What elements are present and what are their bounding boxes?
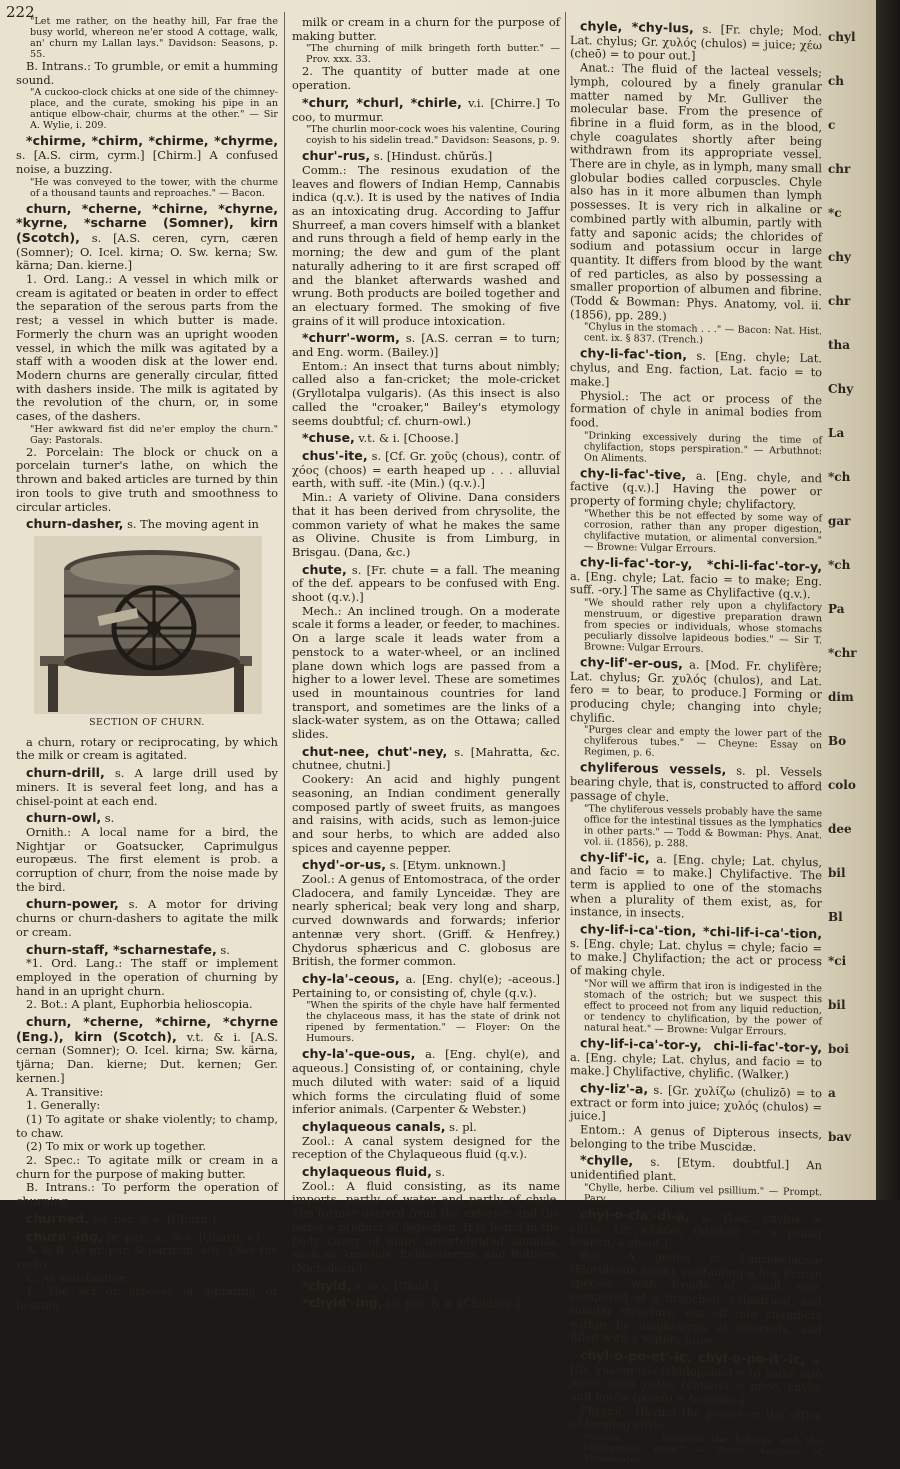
dictionary-entry [570, 922, 822, 983]
entry-text: s. A motor for driving churns or churn-dashers to agitate the milk or cream. [16, 897, 278, 939]
headword: chy-lif'-ic, [580, 848, 650, 866]
facing-page-fragment: Bl [828, 910, 843, 924]
dictionary-entry [292, 563, 560, 605]
facing-page-fragment: *ch [828, 558, 851, 572]
column-divider [565, 12, 566, 1200]
quotation: "Nor will we affirm that iron is indigested in the stomach of the ostrich; but we suspect this effect to proceed not from any liquid reduction, or tendency to chylification, by the power of natural heat." — Browne: Vulgar Errours. [584, 978, 822, 1038]
definition-text: C. As substantive: [26, 1270, 130, 1285]
headword: chur'-rus, [302, 148, 371, 164]
definition-text: 2. Spec.: To agitate milk or cream in a churn for the purpose of making butter. [16, 1153, 278, 1181]
definition-text: Entom.: A genus of Dipterous insects, belonging to the tribe Muscidæ. [570, 1122, 822, 1154]
entry-text: s. & v. [Child.] [351, 1278, 438, 1293]
headword: *chyld'-ing, [302, 1295, 383, 1311]
dictionary-entry [16, 766, 278, 808]
dictionary-entry [570, 19, 822, 66]
quotation: "He was conveyed to the tower, with the churme of a thousand taunts and reproaches." — Bacon. [30, 176, 278, 199]
illustration-caption: SECTION OF CHURN. [89, 716, 205, 728]
facing-page-fragment: gar [828, 514, 851, 528]
dictionary-entry [570, 1036, 822, 1083]
definition-text: B. Intrans.: To grumble, or emit a humming sound. [16, 59, 278, 87]
entry-text: v.t. & i. [A.S. cernan (Somner); O. Icel. kirna; Sw. kärna, tjärna; Dan. kierne; Dut. kernen; Ger. kernen.] [16, 1029, 278, 1085]
definition-text: *1. Ord. Lang.: The staff or implement employed in the operation of churning by hand in an upright churn. [16, 956, 278, 998]
quotation: "Chylle, herbe. Cilium vel psillium." — Prompt. Parv. [584, 1182, 822, 1205]
definition-text: Physiol.: Having the power or the office of forming chyle. [570, 1402, 822, 1433]
entry-text: a. [Gr. χυλοποιέω (chulopoieō) = to make into juice; from χυλός (chulos) = juice, chyle, and ποιέω (poieō) = to make.] [570, 1352, 822, 1407]
definition-text: B. Intrans.: To perform the operation of churning. [16, 1180, 278, 1209]
dictionary-entry [292, 745, 560, 773]
definition-text: Zool.: A fluid consisting, as its name imports, partly of water and partly of chyle. The former derived from the exterior, and the latter a product of digestion. It is found in the body cavity of many invertebrated animals, such as Annelids, Echinoderms, and Rotifers. (Nicholson.) [292, 1178, 560, 1275]
definition-text: Min.: A variety of Olivine. Dana considers that it has been derived from chrysolite, the common variety of what he makes the same as Olivine. Chusite is from Limburg, in Brisgau. (Dana, &c.) [292, 490, 560, 559]
headword: churn-drill, [26, 765, 105, 781]
dictionary-entry [292, 96, 560, 124]
definition-text: (1) To agitate or shake violently; to champ, to chaw. [16, 1111, 278, 1140]
facing-page-fragment: c [828, 118, 836, 132]
dictionary-entry [16, 943, 278, 958]
facing-page-fragment: tha [828, 338, 851, 352]
headword: chy-lif-i-ca'-tor-y, chi-li-fac'-tor-y, [580, 1035, 822, 1056]
entry-text: s. The moving agent in [123, 517, 259, 532]
headword: *chylle, [580, 1152, 634, 1169]
definition-text: Ornith.: A local name for a bird, the Nightjar or Goatsucker, Caprimulgus europæus. The first element is prob. a corruption of churr, from the noise made by the bird. [16, 824, 278, 894]
dictionary-entry [16, 202, 278, 274]
headword: chute, [302, 561, 347, 577]
quotation: "The churlin moor-cock woes his valentine, Couring coyish to his sidelin tread." Davidson: Seasons, p. 9. [306, 124, 560, 147]
dictionary-entry [570, 466, 822, 513]
facing-page-fragment: Pa [828, 602, 845, 616]
page-number: 222 [6, 3, 35, 21]
churn-illustration [34, 536, 262, 714]
facing-page-fragment: dim [828, 690, 854, 704]
headword: churned, [26, 1210, 89, 1226]
headword: churn'-ing, [26, 1228, 103, 1244]
definition-text: A. Transitive: [26, 1084, 104, 1099]
column-middle [292, 16, 560, 1311]
entry-text: s. [A.S. ceren, cyrn, cæren (Somner); O. Icel. kirna; O. Sw. kerna; Sw. kärna; Dan. kierne.] [16, 230, 278, 273]
quotation: "A cuckoo-clock chicks at one side of the chimney-place, and the curate, smoking his pipe in an antique elbow-chair, churms at the other." — Sir A. Wylie, i. 209. [30, 87, 278, 132]
quotation: "The chyliferous vessels probably have the same office for the intestinal tissues as the lymphatics in other parts." — Todd & Bowman: Phys. Anat. vol. ii. (1856), p. 288. [584, 802, 822, 850]
facing-page-fragment: a [828, 1086, 836, 1100]
dictionary-entry [292, 1279, 560, 1294]
entry-text: s. pl. [445, 1119, 477, 1134]
entry-text: s. pl. Vessels bearing chyle, that is, constructed to afford passage of chyle. [570, 763, 822, 804]
facing-page-fragment: bil [828, 866, 846, 880]
dictionary-entry [570, 346, 822, 393]
dictionary-entry [570, 850, 822, 925]
entry-text: s. A large drill used by miners. It is several feet long, and has a chisel-point at each end. [16, 766, 278, 808]
quotation: "We should rather rely upon a chylifactory menstruum, or digestive preparation drawn from species or individuals, whose stomachs peculiarly dissolve lapideous bodies." — Sir T. Browne: Vulgar Errours. [584, 597, 822, 655]
entry-text: a. [Eng. chyl(e); -aceous.] Pertaining to, or consisting of, chyle (q.v.). [292, 972, 560, 1000]
quotation: "Let me rather, on the heathy hill, Far frae the busy world, whereon ne'er stood A cottage, walk, an' churn my Lallan lays." Davidson: Seasons, p. 55. [30, 16, 278, 60]
facing-page-fragment: dee [828, 822, 852, 836]
headword: chyle, *chy-lus, [580, 18, 694, 36]
facing-page-edge [822, 0, 876, 1200]
entry-text: a. [Eng. chyl(e), and aqueous.] Consisting of, or containing, chyle much diluted with water: said of a liquid which forms the circulating fluid of some inferior animals. (Carpenter & Webster.) [292, 1047, 560, 1117]
dictionary-entry [292, 331, 560, 359]
headword: chyl-o-cla'-di-a, [580, 1206, 690, 1224]
entry-text: s. [A.S. cerran = to turn; and Eng. worm. (Bailey.)] [292, 331, 560, 360]
facing-page-fragment: bav [828, 1130, 852, 1144]
dictionary-entry [292, 1047, 560, 1117]
dictionary-entry [16, 1230, 278, 1245]
headword: churn, *cherne, *chirne, *chyrne, *kyrne, *scharne (Somner), kirn (Scotch), [16, 200, 278, 245]
facing-page-fragment: chy [828, 250, 852, 264]
facing-page-fragment: La [828, 426, 845, 440]
headword: chy-li-fac'-tor-y, *chi-li-fac'-tor-y, [580, 554, 822, 575]
facing-page-fragment: bil [828, 998, 846, 1012]
definition-text: Comm.: The resinous exudation of the leaves and flowers of Indian Hemp, Cannabis indica (q.v.). It is used by the natives of India as an intoxicating drug. According to Jaffur Shurreef, a man covers himself with a blanket and runs through a field of hemp early in the morning; the dew and gum of the plant naturally adhering to it are first scraped off and the blanket afterwards washed and wrung. Both products are boiled together and an electuary formed. The smoking of five grains of it will produce intoxication. [292, 162, 560, 328]
headword: churn-power, [26, 896, 119, 912]
quotation: "Whether this be not effected by some way of corrosion, rather than any proper digestion, chylifactive mutation, or alimental conversion." — Browne: Vulgar Errours. [584, 508, 822, 555]
quotation: viscera, . . . between the kidneys and the chylopoietic ones." — Owen: Anatomy of Vertebrates. [584, 1431, 822, 1466]
headword: chy-la'-que-ous, [302, 1046, 416, 1062]
definition-text: 1. Ord. Lang.: A vessel in which milk or cream is agitated or beaten in order to effect the separation of the serous parts from the rest; a vessel in which butter is made. Formerly the churn was an upright wooden vessel, in which the milk was agitated by a staff with a wooden disk at the lower end. Modern churns are generally circular, fitted with dashers inside. The milk is agitated by the revolution of the churn, or, in some cases, of the dashers. [16, 272, 278, 424]
dictionary-entry [292, 1296, 560, 1311]
dictionary-entry [292, 149, 560, 164]
entry-text: a. [Eng. chyle, and factive (q.v.).] Having the power or property of forming chyle; chylifactory. [570, 468, 822, 512]
dictionary-entry [570, 1348, 822, 1409]
entry-text: s. [Hindust. chŭrŭs.] [370, 149, 493, 164]
entry-text: pr. par. & a. [Childing.] [382, 1296, 520, 1311]
headword: churn-dasher, [26, 516, 124, 532]
dictionary-entry [292, 972, 560, 1000]
entry-text: a. [Eng. chyle; Lat. chylus, and facio = to make.] Chylifactive, chylific. (Walker.) [570, 1049, 822, 1082]
entry-text: s. [431, 1165, 445, 1180]
definition-text: 1. Generally: [26, 1098, 101, 1113]
definition-text: Cookery: An acid and highly pungent seasoning, an Indian condiment generally composed partly of sweet fruits, as mangoes and raisins, with acids, such as lemon-juice and sour herbs, to which are added also spices and cayenne pepper. [292, 772, 560, 855]
definition-text: Entom.: An insect that turns about nimbly; called also a fan-cricket; the mole-cricket (Gryllotalpa vulgaris). (As this insect is also called the "croaker," Bailey's etymology seems doubtful; cf. churn-owl.) [292, 358, 560, 428]
facing-page-fragment: boi [828, 1042, 849, 1056]
entry-text: s. [A.S. cirm, cyrm.] [Chirm.] A confused noise, a buzzing. [16, 148, 278, 176]
column-right [570, 16, 822, 1469]
entry-text: s. [101, 811, 115, 826]
quotation: "Chylus in the stomach . . ." — Bacon: Nat. Hist. cent. ix. § 837. (Trench.) [584, 321, 822, 347]
headword: churn-staff, *scharnestafe, [26, 941, 217, 957]
dictionary-entry [570, 1207, 822, 1254]
quotation: "The churning of milk bringeth forth butter." — Prov. xxx. 33. [306, 43, 560, 66]
entry-text: pr. par., a., & s. [Churn, v.] [102, 1229, 260, 1244]
headword: chy-la'-ceous, [302, 971, 400, 986]
definition-text: 1. The act or process of agitating or beating [16, 1284, 278, 1313]
facing-page-fragment: ch [828, 74, 845, 88]
entry-text: v.i. [Chirre.] To coo, to murmur. [292, 95, 560, 124]
headword: chus'-ite, [302, 447, 368, 463]
definition-text: Zool.: A canal system designed for the reception of the Chylaqueous fluid (q.v.). [292, 1133, 560, 1162]
headword: churn, *cherne, *chirne, *chyrne (Eng.), kirn (Scotch), [16, 1014, 278, 1044]
dictionary-entry [292, 1165, 560, 1180]
entry-text: s. [Eng. chyle; Lat. chylus, and Eng. faction, Lat. facio = to make.] [570, 348, 822, 389]
dictionary-entry [16, 517, 278, 532]
entry-text: v.t. & i. [Choose.] [354, 431, 459, 446]
column-divider [284, 12, 285, 1200]
headword: chylaqueous fluid, [302, 1164, 432, 1180]
facing-page-fragment: chr [828, 294, 851, 308]
entry-text: a. [Eng. chyle; Lat. chylus, and facio = to make.] Chylifactive. The term is applied to one of the stomachs when a plurality of them exist, as, for instance, in insects. [570, 851, 822, 921]
facing-page-fragment: *c [828, 206, 842, 220]
headword: chy-li-fac'-tive, [580, 464, 687, 483]
headword: churn-owl, [26, 810, 102, 826]
headword: *churr'-worm, [302, 330, 400, 346]
entry-text: s. [216, 942, 230, 957]
dictionary-entry [570, 555, 822, 602]
entry-text: pa. par. & a. [Churn.] [88, 1211, 216, 1226]
definition-text: Physiol.: The act or process of the formation of chyle in animal bodies from food. [570, 387, 822, 430]
entry-text: s. [Fr. chyle; Mod. Lat. chylus; Gr. χυλός (chulos) = juice; χέω (cheō) = to pour out.] [570, 21, 822, 64]
definition-text: a churn, rotary or reciprocating, by which the milk or cream is agitated. [16, 734, 278, 763]
definition-text: 2. Bot.: A plant, Euphorbia helioscopia. [26, 997, 253, 1012]
entry-text: s. [Mahratta, &c. chutnee, chutni.] [292, 744, 560, 773]
dictionary-entry [16, 1212, 278, 1227]
definition-text: milk or cream in a churn for the purpose of making butter. [292, 15, 560, 43]
headword: chy-lif-i-ca'-tion, *chi-lif-i-ca'-tion, [580, 921, 822, 942]
facing-page-fragment: *chr [828, 646, 857, 660]
entry-text: s. [Fr. chute = a fall. The meaning of the def. appears to be confused with Eng. shoot (q.v.).] [292, 562, 560, 605]
entry-text: a. [Eng. chyle; Lat. facio = to make; Eng. suff. -ory.] The same as Chylifactive (q.v.). [570, 568, 822, 602]
definition-text: Zool.: A genus of Entomostraca, of the order Cladocera, and family Lynceidæ. They are nearly spherical; beak very long and sharp, curved downwards and forwards; inferior antennæ very short. (Griff. & Henfrey.) Chydorus sphæricus and C. globosus are British, the former common. [292, 872, 560, 969]
dictionary-entry [16, 897, 278, 939]
dictionary-entry [292, 858, 560, 873]
headword: chyl-o-po-et'-ic, chyl-o-po-it'-ic, [580, 1347, 806, 1367]
dictionary-entry [292, 449, 560, 491]
entry-text: s. [Gr. χυλίζω (chulizō) = to extract or form into juice; χυλός (chulos) = juice.] [570, 1082, 822, 1124]
headword: chy-lif'-er-ous, [580, 654, 683, 672]
dictionary-entry [292, 431, 560, 446]
definition-text: Mech.: An inclined trough. On a moderate scale it forms a leader, or feeder, to machines. On a large scale it leads water from a penstock to a water-wheel, or an inclined plane down which logs are passed from a higher to a lower level. These are sometimes used in mountainous countries for land transport, and sometimes are the links of a slack-water system, as on the Ottawa; called slides. [292, 603, 560, 742]
quotation: "Purges clear and empty the lower part of the chyliferous tubes." — Cheyne: Essay on Regimen, p. 6. [584, 724, 822, 760]
headword: *chyld, [302, 1277, 352, 1293]
facing-page-fragment: colo [828, 778, 856, 792]
entry-text: s. [Eng. chyle; Lat. chylus = chyle; facio = to make.] Chylifaction; the act or process of making chyle. [570, 935, 822, 980]
dictionary-entry [16, 134, 278, 176]
headword: chy-liz'-a, [580, 1080, 649, 1097]
headword: chyliferous vessels, [580, 759, 727, 778]
dictionary-entry [570, 1081, 822, 1128]
entry-text: s. [Cf. Gr. χοῦς (chous), contr. of χόος (choos) = earth heaped up . . . alluvial earth, with suff. -ite (Min.) (q.v.).] [292, 448, 560, 491]
quotation: "When the spirits of the chyle have half fermented the chylaceous mass, it has the state of drink not ripened by fermentation." — Floyer: On the Humours. [306, 1000, 560, 1045]
facing-page-fragment: Bo [828, 734, 847, 748]
headword: *chirme, *chirm, *chirme, *chyrme, [26, 133, 278, 149]
headword: chy-li-fac'-tion, [580, 345, 687, 363]
facing-page-fragment: *ch [828, 470, 851, 484]
dictionary-entry [16, 811, 278, 826]
entry-text: a. [Mod. Fr. chylifère; Lat. chylus; Gr. χυλός (chulos), and Lat. fero = to bear, to produce.] Forming or producing chyle; changing into chyle; chylific. [570, 657, 822, 725]
entry-text: s. [Etym. unknown.] [386, 858, 506, 873]
dictionary-entry [16, 1015, 278, 1086]
definition-text: (2) To mix or work up together. [26, 1139, 207, 1154]
headword: chylaqueous canals, [302, 1118, 446, 1134]
headword: chut-nee, chut'-ney, [302, 743, 448, 759]
column-left [16, 16, 278, 1313]
dictionary-entry [570, 760, 822, 807]
entry-text: s. [Etym. doubtful.] An unidentified plant. [570, 1154, 822, 1184]
quotation: "Drinking excessively during the time of chylifaction, stops perspiration." — Arbuthnot: On Aliments. [584, 429, 822, 465]
dictionary-entry [570, 655, 822, 730]
definition-text: Anat.: The fluid of the lacteal vessels; lymph, coloured by a finely granular matter named by Mr. Gulliver the molecular base. From the presence of fibrine in a fluid form, as in the blood, chyle coagulates shortly after being withdrawn from its appropriate vessel. There are in chyle, as in lymph, many small globular bodies called corpuscles. Chyle also has in it more albumen than lymph possesses. It is very rich in alkaline or combined partly with albumin, partly with fatty and saponic acids; the chlorides of sodium and potassium occur in large quantity. It differs from blood by the want of red particles, as also by possessing a smaller proportion of albumen and fibrine. (Todd & Bowman: Phys. Anatomy, vol. ii. (1856), pp. 289.) [570, 60, 822, 323]
facing-page-fragment: Chy [828, 382, 854, 396]
headword: chyd'-or-us, [302, 857, 387, 873]
facing-page-fragment: *ci [828, 954, 847, 968]
definition-text: 2. Porcelain: The block or chuck on a porcelain turner's lathe, on which the thrown and baked articles are turned by thin iron tools to give truth and smoothness to circular articles. [16, 444, 278, 514]
quotation: "Her awkward fist did ne'er employ the churn." Gay: Pastorals. [30, 423, 278, 446]
headword: *churr, *churl, *chirle, [302, 94, 462, 110]
entry-text: s. [Lat. chylus = chyle; Gr. κλάδος (klados) = a young branch, a shoot.] [570, 1209, 822, 1251]
definition-text: Bot.: A genus of Laurenciaceæ (Florideous Algæ), containing a few British species, with fronds of small size, composed of a branched, cylindrical, and tubular structure, cut off into chambers within by diaphragms at intervals, and filled with a watery juice. [570, 1248, 822, 1348]
definition-text: 2. The quantity of butter made at one operation. [292, 64, 560, 93]
dictionary-entry [292, 1120, 560, 1135]
definition-text: A. & B. As pr. par. & particip. adj.: (See the verb). [16, 1243, 278, 1271]
headword: *chuse, [302, 430, 355, 446]
book-gutter [876, 0, 900, 1200]
facing-page-fragment: chyl [828, 30, 856, 44]
facing-page-fragment: chr [828, 162, 851, 176]
